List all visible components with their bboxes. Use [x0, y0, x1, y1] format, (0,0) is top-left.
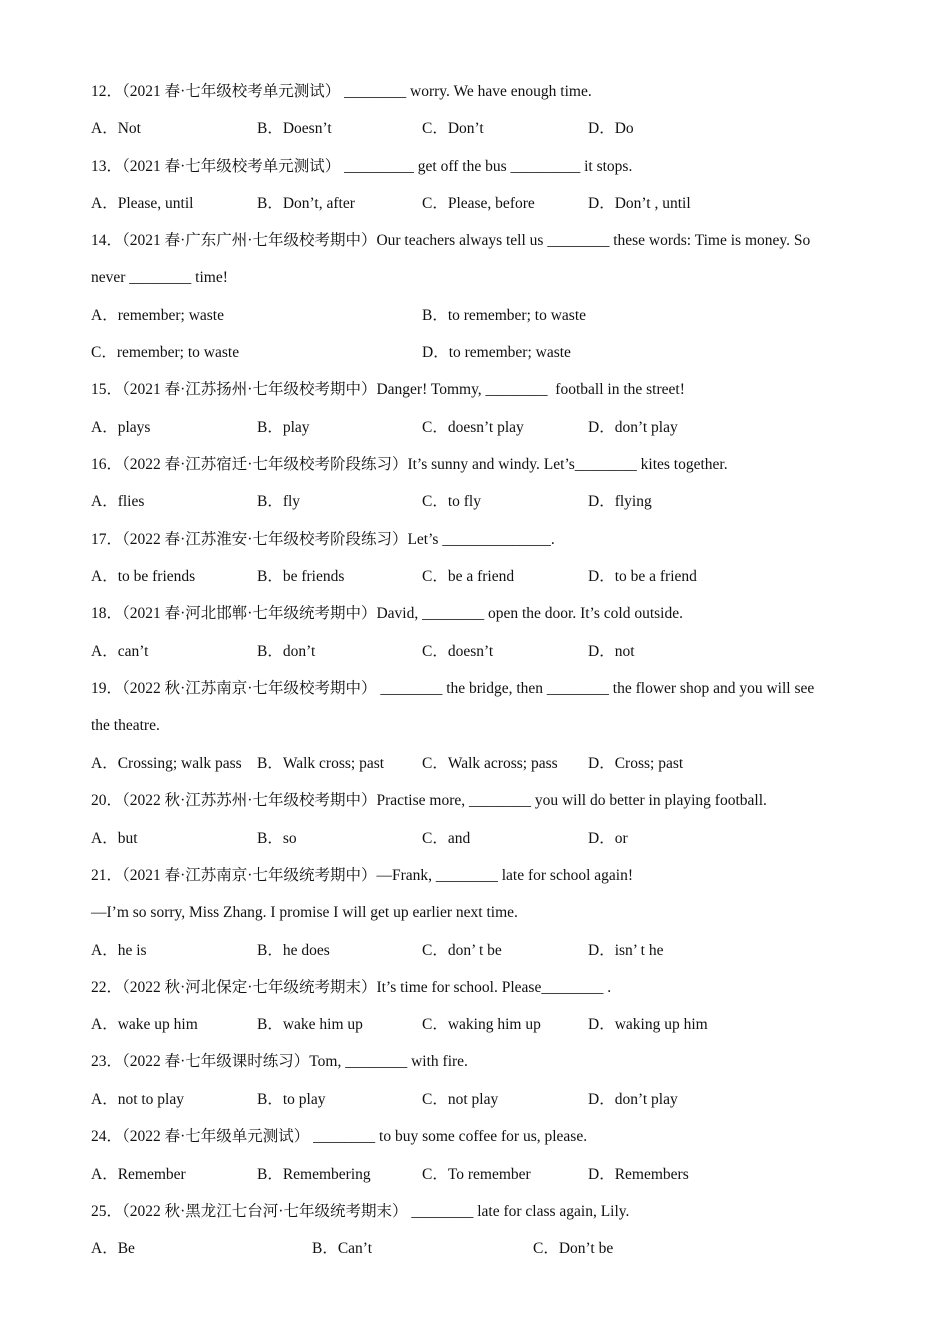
option-d: D．Remembers	[588, 1166, 689, 1183]
option-c: C．To remember	[422, 1166, 531, 1183]
question-16-options	[91, 492, 891, 512]
option-a: A．remember; waste	[91, 307, 224, 324]
question-22-stem: 22．（2022 秋·河北保定·七年级统考期末）It’s time for school. Please________ .	[91, 979, 612, 996]
option-b: B．play	[257, 419, 310, 436]
option-a: A．not to play	[91, 1091, 184, 1108]
option-c: C．be a friend	[422, 568, 515, 585]
option-a: A．can’t	[91, 643, 149, 660]
question-20-stem: 20．（2022 秋·江苏苏州·七年级校考期中）Practise more, ________ you will do better in playing football.	[91, 792, 767, 809]
question-23-options	[91, 1090, 891, 1110]
question-19-stem: 19．（2022 秋·江苏南京·七年级校考期中） ________ the bridge, then ________ the flower shop and you will see	[91, 680, 815, 697]
question-13-stem: 13．（2021 春·七年级校考单元测试） _________ get off the bus _________ it stops.	[91, 158, 633, 175]
option-b: B．to play	[257, 1091, 326, 1108]
option-d: D．to be a friend	[588, 568, 697, 585]
question-19-options	[91, 754, 891, 774]
option-b: B．wake him up	[257, 1016, 363, 1033]
option-a: A．plays	[91, 419, 151, 436]
question-21-stem: 21．（2021 春·江苏南京·七年级统考期中）—Frank, ________ late for school again!	[91, 867, 634, 884]
option-b: B．he does	[257, 942, 330, 959]
question-21-stem-cont: —I’m so sorry, Miss Zhang. I promise I will get up earlier next time.	[91, 904, 518, 921]
option-a: A．to be friends	[91, 568, 196, 585]
question-14-stem: 14．（2021 春·广东广州·七年级校考期中）Our teachers always tell us ________ these words: Time is money. So	[91, 232, 811, 249]
option-a: A．Not	[91, 120, 141, 137]
option-d: D．flying	[588, 493, 652, 510]
option-c: C．to fly	[422, 493, 481, 510]
question-23-stem: 23．（2022 春·七年级课时练习）Tom, ________ with fire.	[91, 1053, 468, 1070]
option-b: B．be friends	[257, 568, 345, 585]
option-d: D．waking up him	[588, 1016, 708, 1033]
option-c: C．don’ t be	[422, 942, 502, 959]
option-d: D．to remember; waste	[422, 344, 571, 361]
question-15-options	[91, 418, 891, 438]
option-a: A．flies	[91, 493, 145, 510]
option-a: A．Be	[91, 1240, 135, 1257]
option-a: A．but	[91, 830, 138, 847]
question-13-options	[91, 194, 891, 214]
option-b: B．Don’t, after	[257, 195, 355, 212]
question-25-options	[91, 1239, 891, 1259]
option-d: D．Don’t , until	[588, 195, 691, 212]
question-19-stem-cont: the theatre.	[91, 717, 160, 734]
option-c: C．Please, before	[422, 195, 535, 212]
question-17-stem: 17．（2022 春·江苏淮安·七年级校考阶段练习）Let’s ______________.	[91, 531, 555, 548]
question-14-options-row2	[91, 343, 891, 363]
question-24-stem: 24．（2022 春·七年级单元测试） ________ to buy some coffee for us, please.	[91, 1128, 588, 1145]
option-b: B．Walk cross; past	[257, 755, 385, 772]
option-d: D．don’t play	[588, 419, 678, 436]
question-18-options	[91, 642, 891, 662]
question-22-options	[91, 1015, 891, 1035]
question-16-stem: 16．（2022 春·江苏宿迁·七年级校考阶段练习）It’s sunny and windy. Let’s________ kites together.	[91, 456, 728, 473]
option-b: B．Can’t	[312, 1240, 372, 1257]
option-d: D．not	[588, 643, 635, 660]
question-12-options	[91, 119, 891, 139]
question-21-options	[91, 941, 891, 961]
question-17-options	[91, 567, 891, 587]
option-b: B．don’t	[257, 643, 316, 660]
option-b: B．fly	[257, 493, 301, 510]
question-24-options	[91, 1165, 891, 1185]
option-a: A．wake up him	[91, 1016, 198, 1033]
question-15-stem: 15．（2021 春·江苏扬州·七年级校考期中）Danger! Tommy, ________ football in the street!	[91, 381, 685, 398]
option-a: A．Crossing; walk pass	[91, 755, 242, 772]
option-b: B．Remembering	[257, 1166, 371, 1183]
option-c: C．doesn’t	[422, 643, 494, 660]
option-c: C．not play	[422, 1091, 499, 1108]
option-c: C．remember; to waste	[91, 344, 240, 361]
option-c: C．Don’t be	[533, 1240, 614, 1257]
option-b: B．to remember; to waste	[422, 307, 586, 324]
option-b: B．so	[257, 830, 297, 847]
option-d: D．or	[588, 830, 628, 847]
option-c: C．doesn’t play	[422, 419, 524, 436]
question-12-stem: 12．（2021 春·七年级校考单元测试） ________ worry. We have enough time.	[91, 83, 592, 100]
option-a: A．Remember	[91, 1166, 186, 1183]
option-d: D．don’t play	[588, 1091, 678, 1108]
option-a: A．Please, until	[91, 195, 194, 212]
question-25-stem: 25．（2022 秋·黑龙江七台河·七年级统考期末） ________ late for class again, Lily.	[91, 1203, 630, 1220]
option-d: D．Cross; past	[588, 755, 684, 772]
option-a: A．he is	[91, 942, 147, 959]
question-20-options	[91, 829, 891, 849]
option-c: C．Don’t	[422, 120, 484, 137]
option-c: C．Walk across; pass	[422, 755, 558, 772]
option-d: D．isn’ t he	[588, 942, 664, 959]
option-b: B．Doesn’t	[257, 120, 332, 137]
option-c: C．and	[422, 830, 471, 847]
question-14-stem-cont: never ________ time!	[91, 269, 228, 286]
question-14-options-row1	[91, 306, 891, 326]
option-d: D．Do	[588, 120, 634, 137]
question-18-stem: 18．（2021 春·河北邯郸·七年级统考期中）David, ________ open the door. It’s cold outside.	[91, 605, 683, 622]
option-c: C．waking him up	[422, 1016, 541, 1033]
